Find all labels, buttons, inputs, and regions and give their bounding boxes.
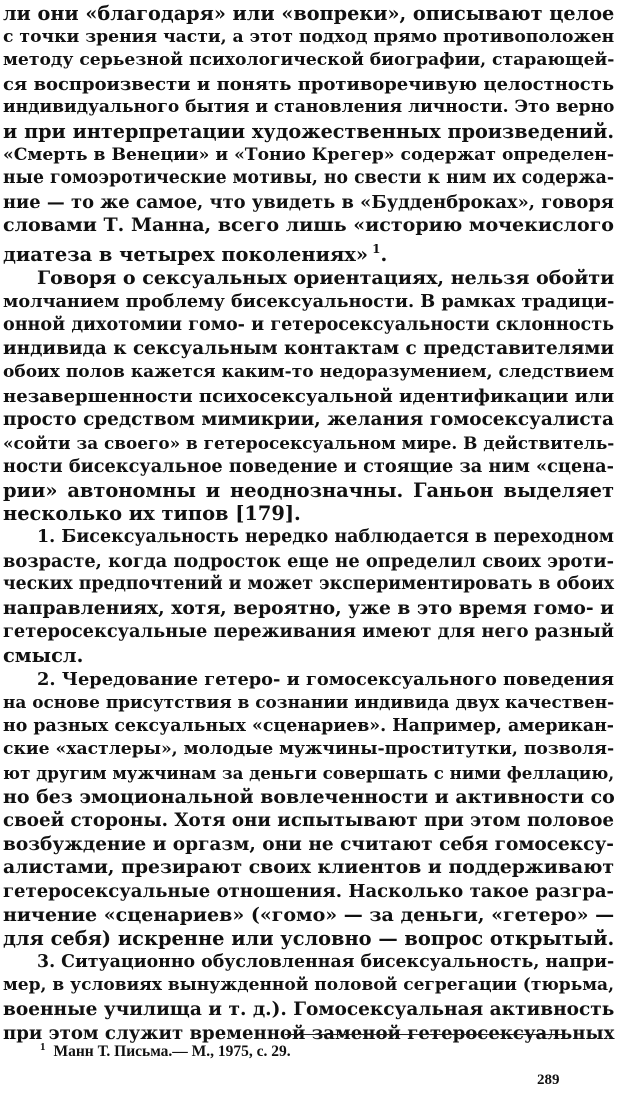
text-line: ют другим мужчинам за деньги совершать с ними феллацию, — [3, 763, 615, 783]
text-line: алистами, презирают своих клиентов и поддерживают — [3, 856, 614, 879]
text-line: несколько их типов [179]. — [3, 502, 301, 526]
text-line: ные гомоэротические мотивы, но свести к ним их содержа- — [3, 168, 615, 189]
footnote-divider — [285, 1034, 565, 1035]
text-line: ничение «сценариев» («гомо» — за деньги, «гетеро» — — [3, 903, 615, 926]
page-body — [3, 2, 614, 1045]
text-line: ли они «благодаря» или «вопреки», описывают целое — [3, 2, 615, 25]
text-line: индивида к сексуальным контактам с представителями — [3, 338, 614, 360]
text-line: военные училища и т. д.). Гомосексуальная активность — [3, 998, 615, 1020]
text-line: но разных сексуальных «сценариев». Например, американ- — [3, 715, 614, 736]
footnote-mark: 1 — [40, 1041, 46, 1053]
paragraph-2 — [3, 267, 614, 527]
sentence-end: . — [380, 242, 388, 266]
paragraph-5 — [3, 951, 614, 1045]
text-line: мер, в условиях вынужденной половой сегрегации (тюрьма, — [3, 975, 614, 996]
text-line: на основе присутствия в сознании индивида двух качествен- — [3, 692, 615, 713]
text-line: гетеросексуальные переживания имеют для него разный — [3, 621, 614, 643]
text-line: ности бисексуальное поведение и стоящие за ним «сцена- — [3, 456, 614, 478]
text-line: смысл. — [3, 644, 84, 668]
text-line: обоих полов кажется каким-то недоразумением, следствием — [3, 361, 614, 382]
text-line: «Смерть в Венеции» и «Тонио Крегер» содержат определен- — [3, 144, 614, 165]
text-line: и при интерпретации художественных произведений. — [3, 119, 614, 143]
text-line: при этом служит временной заменой гетеросексуальных — [3, 1022, 615, 1044]
text-line: «сойти за своего» в гетеросексуальном мире. В действитель- — [3, 432, 615, 453]
paragraph-3 — [3, 526, 614, 668]
text-line: 3. Ситуационно обусловленная бисексуальность, напри- — [37, 951, 615, 972]
text-line: для себя) искренне или условно — вопрос открытый. — [3, 927, 615, 951]
text-line: ческих предпочтений и может экспериментировать в обоих — [3, 574, 615, 595]
footnote-text: Манн Т. Письма.— М., 1975, с. 29. — [53, 1043, 291, 1060]
footnote-reference: 1 — [367, 241, 381, 256]
text-line: направлениях, хотя, вероятно, уже в это время гомо- и — [3, 596, 615, 619]
text-line: незавершенности психосексуальной идентификации или — [3, 385, 615, 407]
text-line: рии» автономны и неоднозначны. Ганьон выделяет — [3, 478, 614, 502]
text-line: индивидуального бытия и становления личности. Это верно — [3, 97, 615, 118]
text-line: своей стороны. Хотя они испытывают при этом половое — [3, 810, 614, 832]
text-line: возрасте, когда подросток еще не определил своих эроти- — [3, 550, 614, 572]
text-line: с точки зрения части, а этот подход прямо противоположен — [3, 26, 615, 47]
page-number: 289 — [537, 1072, 560, 1088]
text-line: ние — то же самое, что увидеть в «Будденброках», говоря — [3, 191, 614, 213]
footnote — [40, 1041, 291, 1061]
text-line: возбуждение и оргазм, они не считают себя гомосексу- — [3, 833, 614, 855]
text-line: 1. Бисексуальность нередко наблюдается в переходном — [37, 527, 614, 548]
text-line: гетеросексуальные отношения. Насколько такое разгра- — [3, 880, 614, 902]
text-line: молчанием проблему бисексуальности. В рамках традици- — [3, 291, 615, 313]
text-line: Говоря о сексуальных ориентациях, нельзя обойти — [37, 266, 615, 289]
text-line: методу серьезной психологической биографии, старающей- — [3, 50, 615, 71]
paragraph-1 — [3, 2, 614, 267]
text-line: словами Т. Манна, всего лишь «историю мочекислого — [3, 214, 614, 237]
text-line: онной дихотомии гомо- и гетеросексуальности склонность — [3, 314, 614, 335]
text-line: ся воспроизвести и понять противоречивую целостность — [3, 73, 614, 95]
text-line: диатеза в четырех поколениях» $^1$. — [3, 241, 388, 266]
paragraph-4 — [3, 668, 614, 951]
text-line: 2. Чередование гетеро- и гомосексуального поведения — [37, 668, 614, 690]
text-line: но без эмоциональной вовлеченности и активности со — [3, 785, 615, 808]
text-line: просто средством мимикрии, желания гомосексуалиста — [3, 409, 614, 431]
text-line: ские «хастлеры», молодые мужчины-проститутки, позволя- — [3, 739, 615, 760]
